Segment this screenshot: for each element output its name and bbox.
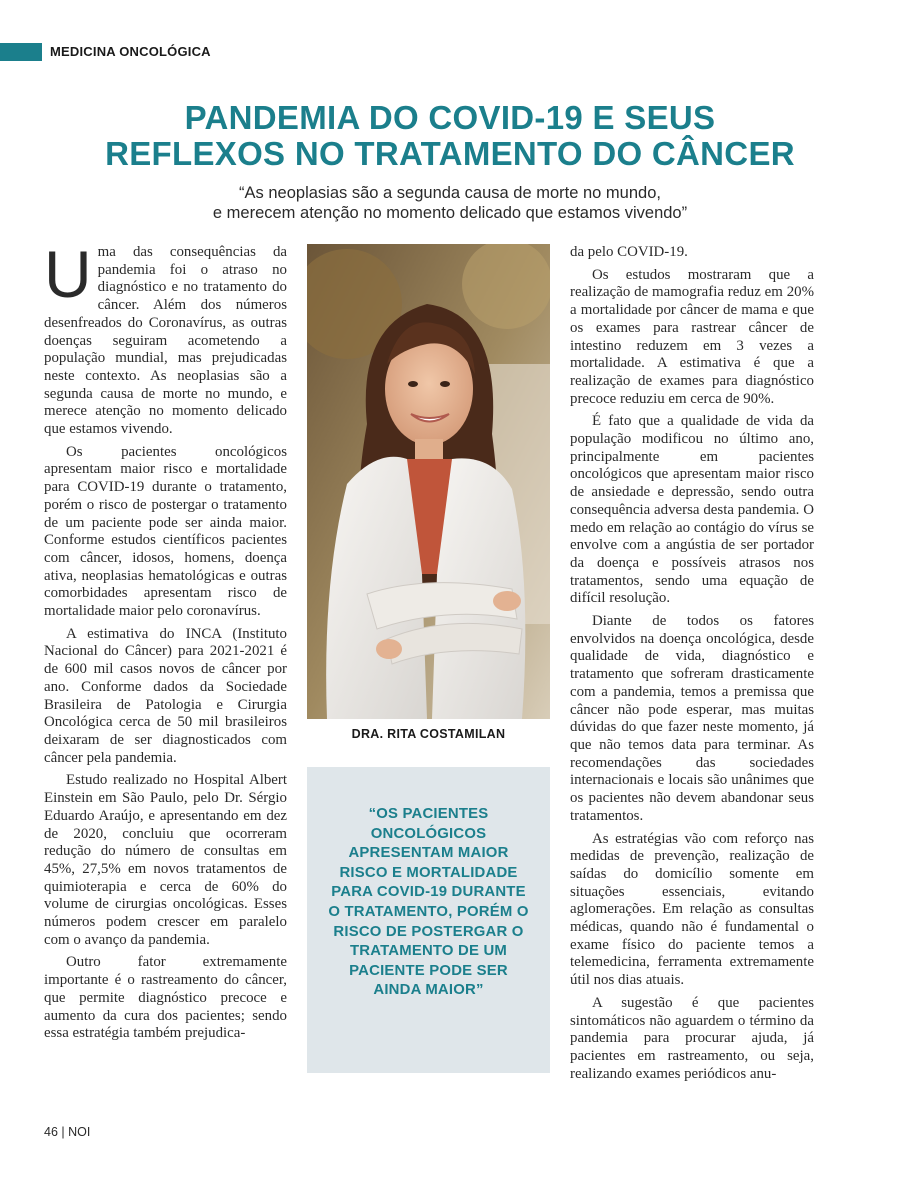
portrait-photo bbox=[307, 244, 550, 719]
subtitle-line-1: “As neoplasias são a segunda causa de morte no mundo, bbox=[239, 184, 661, 202]
paragraph-text: ma das consequências da pandemia foi o atraso no diagnóstico e no tratamento do câncer. Além dos números desenfreados do Coronavírus, as outras doenças seguiram acometendo a população mundial, mas prejudicadas neste contexto. As neoplasias são a segunda causa de morte no mundo, e merece atenção no momento delicado que estamos vivendo. bbox=[44, 244, 287, 438]
title-line-2: REFLEXOS NO TRATAMENTO DO CÂNCER bbox=[105, 135, 795, 172]
paragraph: A estimativa do INCA (Instituto Nacional do Câncer) para 2021-2021 é de 600 mil casos novos de câncer por ano. Conforme dados da Sociedade Brasileira de Patologia e Cirurgia Oncológica cerca de 50 mil brasileiros deixaram de ser diagnosticados com câncer pela pandemia. bbox=[44, 625, 287, 766]
title-line-1: PANDEMIA DO COVID-19 E SEUS bbox=[184, 99, 716, 136]
section-label: MEDICINA ONCOLÓGICA bbox=[50, 44, 211, 59]
paragraph: da pelo COVID-19. bbox=[570, 244, 688, 260]
paragraph: As estratégias vão com reforço nas medidas de prevenção, realização de saídas do domicílio somente em situações essenciais, evitando aglomerações. Em relação as consultas médicas, quando não é fundamental o exame físico do paciente temos a telemedicina, ferramenta extremamente útil nos dias atuais. bbox=[570, 830, 814, 989]
pull-quote-box bbox=[307, 767, 550, 1073]
paragraph: A sugestão é que pacientes sintomáticos não aguardem o término da pandemia para procurar ajuda, já pacientes em rastreamento, ou seja, realizando exames periódicos anu- bbox=[570, 994, 814, 1082]
pull-quote-text: “OS PACIENTES ONCOLÓGICOS APRESENTAM MAIOR RISCO E MORTALIDADE PARA COVID-19 DURANTE O TRATAMENTO, PORÉM O RISCO DE POSTERGAR O TRATAMENTO DE UM PACIENTE PODE SER AINDA MAIOR” bbox=[328, 806, 529, 999]
paragraph: Os pacientes oncológicos apresentam maior risco e mortalidade para COVID-19 durante o tratamento, porém o risco de postergar o tratamento de um paciente pode ser ainda maior. Conforme estudos científicos pacientes com câncer, idosos, homens, doença ativa, neoplasias hematológicas e outras comorbidades apresentam risco de mortalidade maior pelo coronavírus. bbox=[44, 443, 287, 620]
column-left bbox=[44, 237, 287, 1048]
section-accent-bar bbox=[0, 43, 42, 61]
page-footer: 46 | NOI bbox=[44, 1125, 91, 1139]
paragraph: Diante de todos os fatores envolvidos na doença oncológica, desde qualidade de vida, diagnóstico e tratamento que sofreram drasticamente com a pandemia, temos a premissa que câncer não pode esperar, mas muitas dúvidas do que fazer neste momento, já que não temos data para terminar. As recomendações das sociedades internacionais e locais são unânimes que os pacientes não devem abandonar seus tratamentos. bbox=[570, 613, 814, 824]
photo-caption: DRA. RITA COSTAMILAN bbox=[351, 727, 506, 741]
paragraph: Os estudos mostraram que a realização de mamografia reduz em 20% a mortalidade por câncer de mama e que os exames para rastrear câncer de intestino reduzem em 3 vezes a mortalidade. A estimativa é que a realização de exames para diagnóstico precoce reduziu em cerca de 90%. bbox=[570, 266, 814, 407]
drop-cap: U bbox=[44, 237, 92, 311]
paragraph: É fato que a qualidade de vida da população modificou no último ano, principalmente em pacientes oncológicos que apresentam maior risco de ansiedade e depressão, sendo outra consequência adversa desta pandemia. O medo em relação ao contágio do vírus se envolve com a angústia de ser portador da doença e possíveis atrasos nos tratamentos, sendo uma equação de difícil resolução. bbox=[570, 413, 814, 607]
article-title bbox=[40, 100, 860, 172]
subtitle-line-2: e merecem atenção no momento delicado que estamos vivendo” bbox=[212, 204, 688, 222]
column-right bbox=[570, 244, 814, 1088]
paragraph bbox=[44, 237, 287, 439]
portrait-illustration bbox=[307, 244, 550, 719]
paragraph: Outro fator extremamente importante é o rastreamento do câncer, que permite diagnóstico precoce e aumento da cura dos pacientes; sendo essa estratégia também prejudica- bbox=[44, 954, 287, 1042]
paragraph: Estudo realizado no Hospital Albert Einstein em São Paulo, pelo Dr. Sérgio Eduardo Araújo, e apresentando em dez de 2020, concluiu que ocorreram redução do número de consultas em 45%, 27,5% em novos tratamentos de quimioterapia e cerca de 60% do volume de cirurgias oncológicas. Esses números podem crescer em paralelo com o avanço da pandemia. bbox=[44, 772, 287, 948]
article-subtitle bbox=[60, 183, 840, 223]
